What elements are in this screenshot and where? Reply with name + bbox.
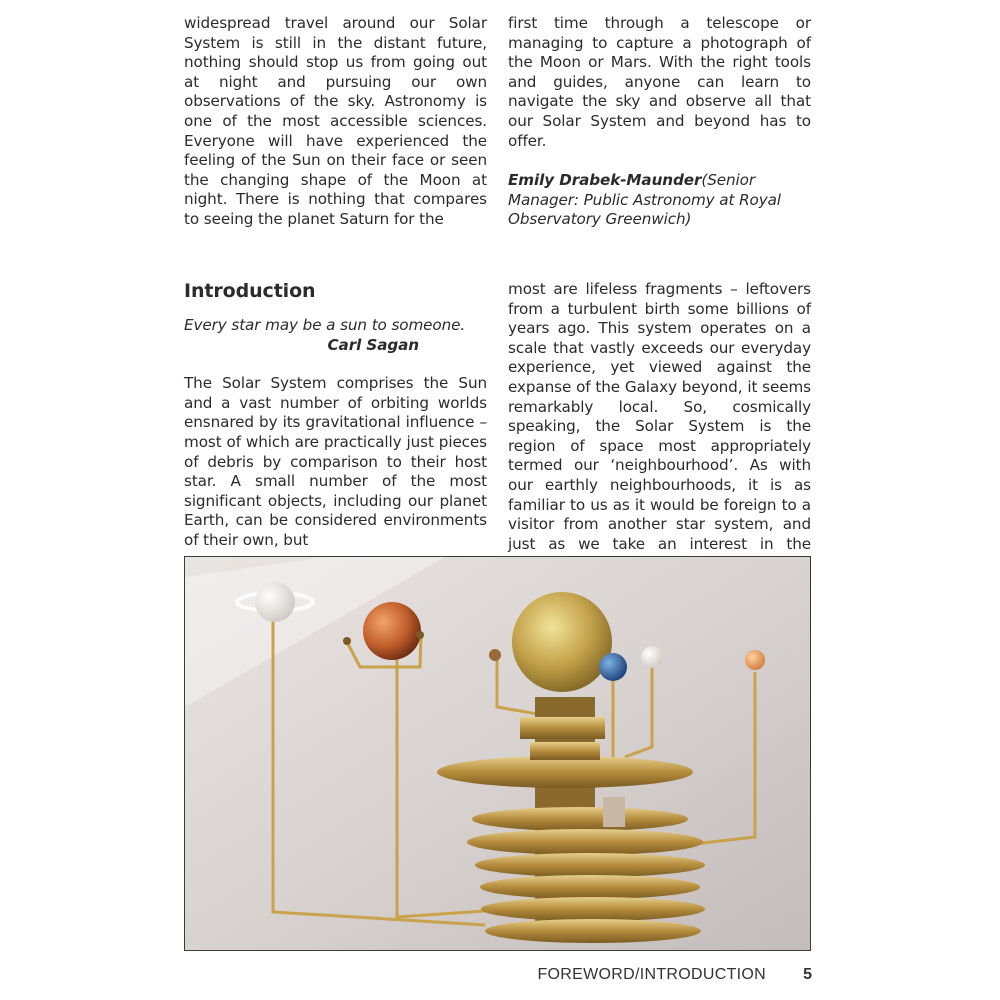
introduction-left-text: The Solar System comprises the Sun and a vast number of orbiting worlds ensnared by its gravitational influence – most of which are practically just pieces of debris by comparison to their host star. A small number of the most significant objects, including our planet Earth, can be considered environments of their own, but bbox=[184, 374, 487, 549]
introduction-right-column bbox=[508, 280, 811, 574]
author-role: (Senior Manager: Public Astronomy at Royal Observatory Greenwich) bbox=[508, 171, 781, 229]
foreword-author bbox=[508, 171, 811, 230]
author-name: Emily Drabek-Maunder bbox=[508, 171, 702, 190]
foreword-left-text: widespread travel around our Solar System is still in the distant future, nothing should stop us from going out at night and pursuing our own observations of the sky. Astronomy is one of the most accessible sciences. Everyone will have experienced the feeling of the Sun on their face or seen the changing shape of the Moon at night. There is nothing that compares to seeing the planet Saturn for the bbox=[184, 14, 487, 228]
page-footer bbox=[480, 966, 812, 988]
foreword-right-text: first time through a telescope or managing to capture a photograph of the Moon or Mars. With the right tools and guides, anyone can learn to navigate the sky and observe all that our Solar System and beyond has to offer. bbox=[508, 14, 811, 150]
page-number: 5 bbox=[803, 966, 812, 983]
foreword-right-column bbox=[508, 14, 811, 230]
footer-section-title: FOREWORD/INTRODUCTION bbox=[537, 966, 766, 983]
epigraph-author: Carl Sagan bbox=[327, 335, 419, 354]
epigraph-quote: Every star may be a sun to someone. bbox=[184, 316, 466, 334]
foreword-left-column bbox=[184, 14, 487, 230]
introduction-left-column bbox=[184, 280, 487, 551]
introduction-right-text: most are lifeless fragments – leftovers from a turbulent birth some billions of years ago. This system operates on a scale that vastly exceeds our everyday experience, yet viewed against the expanse of the Galaxy beyond, it seems remarkably local. So, cosmically speaking, the Solar System is the region of space most appropriately termed our ‘neighbourhood’. As with our earthly neighbourhoods, it is as familiar to us as it would be foreign to a visitor from another star system, and just as we take an interest in the bbox=[508, 280, 811, 553]
orrery-photo bbox=[184, 556, 811, 951]
introduction-heading: Introduction bbox=[184, 280, 316, 302]
